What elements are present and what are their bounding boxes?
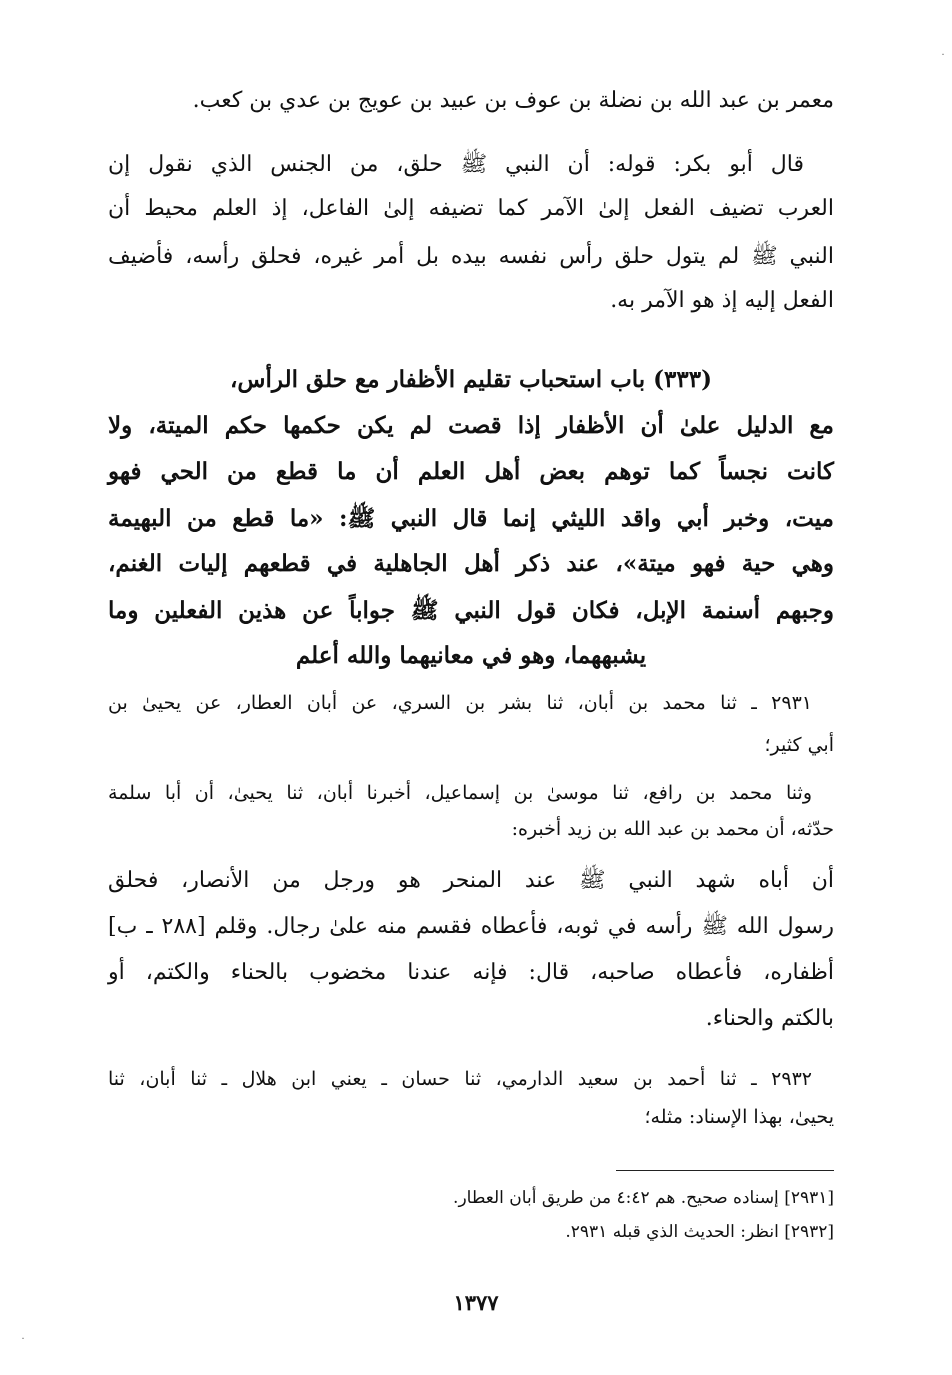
footnote-2932: [٢٩٣٢] انظر: الحديث الذي قبله ٢٩٣١. [565,1222,834,1242]
scan-mark-bottom: ˙ [20,1336,26,1350]
chapter-heading-line-6: وجبهم أسنمة الإبل، فكان قول النبي ﷺ جواباً عن هذين الفعلين وما [108,597,834,624]
intro-line-1: معمر بن عبد الله بن نضلة بن عوف بن عبيد بن عويج بن عدي بن كعب. [192,88,834,113]
commentary-line-3: النبي ﷺ لم يتول حلق رأس نفسه بيده بل أمر غيره، فحلق رأسه، فأضيف [108,244,834,269]
chapter-heading-line-1: (٣٣٣) باب استحباب تقليم الأظفار مع حلق الرأس، [229,366,712,393]
isnad-2931-line-2: أبي كثير؛ [764,734,834,756]
commentary-line-4: الفعل إليه إذ هو الآمر به. [610,288,834,313]
footnote-separator [616,1170,834,1171]
matn-2931-line-4: بالكتم والحناء. [705,1006,834,1031]
scan-mark-top: ˙ [940,52,946,66]
matn-2931-line-1: أن أباه شهد النبي ﷺ عند المنحر هو ورجل من الأنصار، فحلق [108,868,834,893]
chapter-heading-line-5: وهي حية فهو ميتة»، عند ذكر أهل الجاهلية في قطعهم إليات الغنم، [108,550,834,577]
isnad-2931b-line-2: حدّثه، أن محمد بن عبد الله بن زيد أخبره: [511,818,834,840]
chapter-heading-line-7: يشبههما، وهو في معانيهما والله أعلم [295,642,647,669]
chapter-heading-line-4: ميت، وخبر أبي واقد الليثي إنما قال النبي ﷺ: «ما قطع من البهيمة [108,505,834,532]
commentary-line-1: قال أبو بكر: قوله: أن النبي ﷺ حلق، من الجنس الذي نقول إن [108,152,804,177]
chapter-heading-line-3: كانت نجساً كما توهم بعض أهل العلم أن ما قطع من الحي فهو [108,458,834,485]
commentary-line-2: العرب تضيف الفعل إلىٰ الآمر كما تضيفه إلىٰ الفاعل، إذ العلم محيط أن [108,196,834,221]
matn-2931-line-2: رسول الله ﷺ رأسه في ثوبه، فأعطاه فقسم منه علىٰ رجال. وقلم [٢٨٨ ـ ب] [108,914,834,939]
chapter-heading-line-2: مع الدليل علىٰ أن الأظفار إذا قصت لم يكن حكمها حكم الميتة، ولا [108,412,834,439]
page-number: ١٣٧٧ [453,1290,499,1315]
book-page [108,0,834,1375]
isnad-2931b-line-1: وثنا محمد بن رافع، ثنا موسىٰ بن إسماعيل، أخبرنا أبان، ثنا يحيىٰ، أن أبا سلمة [108,782,812,804]
isnad-2931-line-1: ٢٩٣١ ـ ثنا محمد بن أبان، ثنا بشر بن السري، عن أبان العطار، عن يحيىٰ بن [108,692,812,714]
matn-2931-line-3: أظفاره، فأعطاه صاحبه، قال: فإنه عندنا مخضوب بالحناء والكتم، أو [108,960,834,985]
isnad-2932-line-2: يحيىٰ، بهذا الإسناد: مثله؛ [644,1106,834,1128]
footnote-2931: [٢٩٣١] إسناده صحيح. هم ٤:٤٢ من طريق أبان العطار. [453,1188,834,1208]
isnad-2932-line-1: ٢٩٣٢ ـ ثنا أحمد بن سعيد الدارمي، ثنا حسان ـ يعني ابن هلال ـ ثنا أبان، ثنا [108,1068,812,1090]
